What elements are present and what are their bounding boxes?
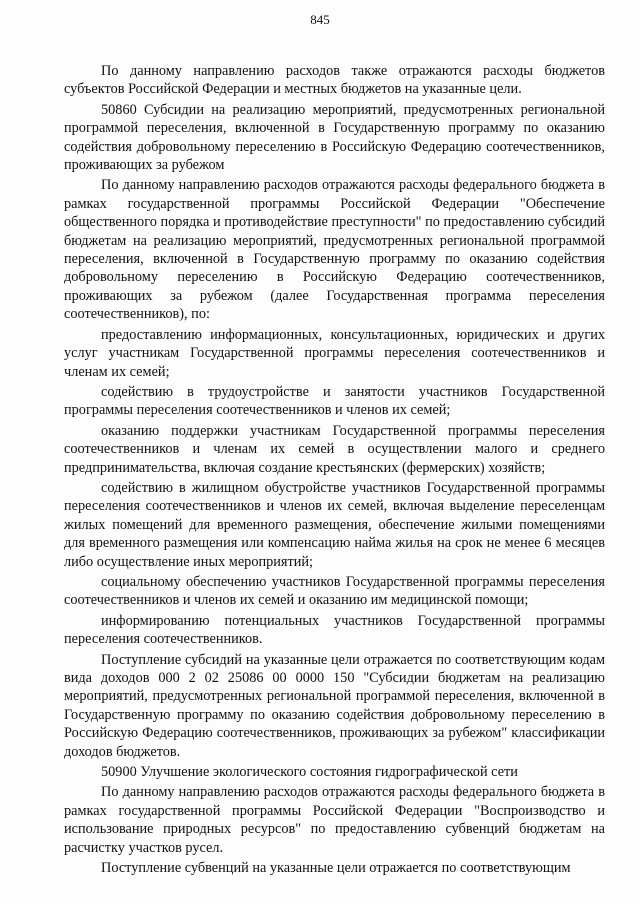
paragraph: 50900 Улучшение экологического состояния гидрографической сети — [101, 764, 518, 781]
paragraph: По данному направлению расходов отражаются расходы федерального бюджета в рамках государственной программы Российской Федерации "Обеспечение общественного порядка и противодействие преступности" по предоставлению субсидий бюджетам на реализацию мероприятий, предусмотренных региональной программой переселения, включенной в Государственную программу по оказанию содействия добровольному переселению в Российскую Федерацию соотечественников, проживающих за рубежом (далее Государственная программа переселения соотечественников), по: — [64, 177, 605, 323]
paragraph: По данному направлению расходов отражаются расходы федерального бюджета в рамках государственной программы Российской Федерации "Воспроизводство и использование природных ресурсов" по предоставлению субвенций бюджетам на расчистку участков русел. — [64, 784, 605, 856]
paragraph: Поступление субвенций на указанные цели отражается по соответствующим — [101, 860, 571, 877]
page-number: 845 — [310, 12, 330, 27]
paragraph: По данному направлению расходов также отражаются расходы бюджетов субъектов Российской Федерации и местных бюджетов на указанные цели. — [64, 63, 605, 98]
document-body — [64, 62, 605, 879]
paragraph: предоставлению информационных, консультационных, юридических и других услуг участникам Государственной программы переселения соотечественников и членам их семей; — [64, 326, 605, 380]
paragraph: Поступление субсидий на указанные цели отражается по соответствующим кодам вида доходов 000 2 02 25086 00 0000 150 "Субсидии бюджетам на реализацию мероприятий, предусмотренных региональной программой переселения, включенной в Государственную программу по оказанию содействия добровольному переселению в Российскую Федерацию соотечественников, проживающих за рубежом" классификации доходов бюджетов. — [64, 651, 605, 760]
paragraph: 50860 Субсидии на реализацию мероприятий, предусмотренных региональной программой переселения, включенной в Государственную программу по оказанию содействия добровольному переселению в Российскую Федерацию соотечественников, проживающих за рубежом — [64, 101, 605, 174]
paragraph: информированию потенциальных участников Государственной программы переселения соотечественников. — [64, 612, 605, 648]
paragraph: оказанию поддержки участникам Государственной программы переселения соотечественников и членам их семей в осуществлении малого и среднего предпринимательства, включая создание крестьянских (фермерских) хозяйств; — [64, 422, 605, 476]
paragraph: содействию в трудоустройстве и занятости участников Государственной программы переселения соотечественников и членов их семей; — [64, 383, 605, 419]
paragraph: содействию в жилищном обустройстве участников Государственной программы переселения соотечественников и членов их семей, включая выделение переселенцам жилых помещений для временного размещения, обеспечение жилыми помещениями для временного размещения или компенсацию найма жилья на срок не менее 6 месяцев либо осуществление иных мероприятий; — [64, 479, 605, 570]
paragraph: социальному обеспечению участников Государственной программы переселения соотечественников и членов их семей и оказанию им медицинской помощи; — [64, 573, 605, 609]
